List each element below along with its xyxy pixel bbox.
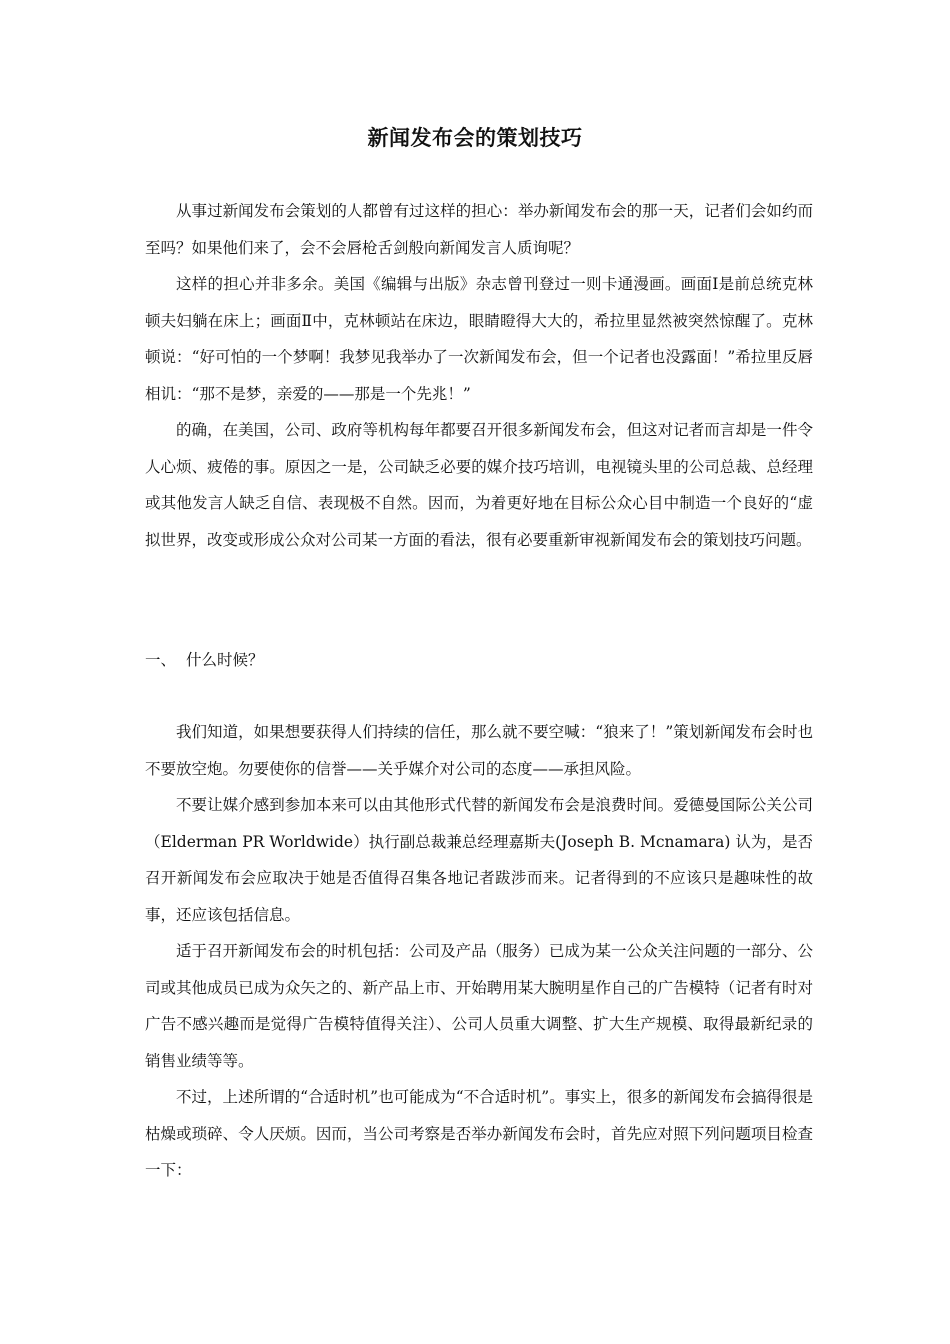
paragraph: 这样的担心并非多余。美国《编辑与出版》杂志曾刊登过一则卡通漫画。画面Ⅰ是前总统克林顿夫妇躺在床上；画面Ⅱ中，克林顿站在床边，眼睛瞪得大大的，希拉里显然被突然惊醒了。克林顿说：“好可怕的一个梦啊！我梦见我举办了一次新闻发布会，但一个记者也没露面！”希拉里反唇相讥：“那不是梦，亲爱的——那是一个先兆！” xyxy=(145,275,813,403)
section-title: 什么时候？ xyxy=(186,651,264,669)
paragraph: 适于召开新闻发布会的时机包括：公司及产品（服务）已成为某一公众关注问题的一部分、公司或其他成员已成为众矢之的、新产品上市、开始聘用某大腕明星作自己的广告模特（记者有时对广告不感兴趣而是觉得广告模特值得关注）、公司人员重大调整、扩大生产规模、取得最新纪录的销售业绩等等。 xyxy=(145,942,813,1070)
section-number: 一、 xyxy=(145,651,177,669)
paragraph: 不过，上述所谓的“合适时机”也可能成为“不合适时机”。事实上，很多的新闻发布会搞得很是枯燥或琐碎、令人厌烦。因而，当公司考察是否举办新闻发布会时，首先应对照下列问题项目检查一下： xyxy=(145,1088,813,1179)
paragraph: 不要让媒介感到参加本来可以由其他形式代替的新闻发布会是浪费时间。爱德曼国际公关公司（Elderman PR Worldwide）执行副总裁兼总经理嘉斯夫(Joseph B. Mcnamara) 认为，是否召开新闻发布会应取决于她是否值得召集各地记者跋涉而来。记者得到的不应该只是趣味性的故事，还应该包括信息。 xyxy=(145,796,813,924)
intro-section xyxy=(145,193,813,558)
paragraph: 从事过新闻发布会策划的人都曾有过这样的担心：举办新闻发布会的那一天，记者们会如约而至吗？如果他们来了，会不会唇枪舌剑般向新闻发言人质询呢？ xyxy=(145,202,813,257)
paragraph: 的确，在美国，公司、政府等机构每年都要召开很多新闻发布会，但这对记者而言却是一件令人心烦、疲倦的事。原因之一是，公司缺乏必要的媒介技巧培训，电视镜头里的公司总裁、总经理或其他发言人缺乏自信、表现极不自然。因而，为着更好地在目标公众心目中制造一个良好的“虚拟世界，改变或形成公众对公司某一方面的看法，很有必要重新审视新闻发布会的策划技巧问题。 xyxy=(145,421,813,549)
section-1-body xyxy=(145,714,813,1189)
paragraph: 我们知道，如果想要获得人们持续的信任，那么就不要空喊：“狼来了！”策划新闻发布会时也不要放空炮。勿要使你的信誉——关乎媒介对公司的态度——承担风险。 xyxy=(145,723,813,778)
section-heading xyxy=(145,645,264,675)
document-title: 新闻发布会的策划技巧 xyxy=(367,125,583,150)
